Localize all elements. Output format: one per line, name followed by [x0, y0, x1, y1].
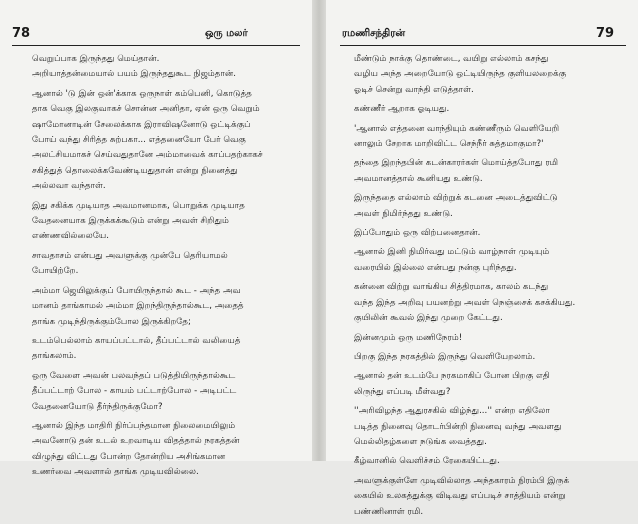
text-line: அவனோடு தன் உடல் உறவாடிய விதத்தால் நரகத்தன்	[32, 436, 240, 447]
text-line: கீழ்வானில் வெளிச்சம் ரேகையிட்டது.	[354, 456, 500, 467]
text-line: போய் வந்து சிரித்த சுற்பகா... எத்தனையோ பேர் வெகு	[32, 135, 246, 146]
paragraph	[20, 87, 303, 195]
text-line: ஆனால் இந்த மாதிரி நிர்ப்பந்தமான நிலைமையிலும்	[32, 420, 236, 431]
paragraph	[342, 280, 626, 326]
paragraph	[342, 404, 626, 450]
text-line: வரையில் இல்லை என்பது நன்கு புரிந்தது.	[354, 262, 517, 273]
text-line: சாவதாசம் என்பது அவளுக்கு முன்பே தெரியாமல்	[32, 250, 228, 261]
text-line: னாலும் சேறாக மாறிவிட்ட செந்நீர் சுத்தமாகுமா?'	[354, 139, 544, 150]
paragraph	[20, 199, 303, 245]
paragraph	[342, 191, 626, 222]
text-line: கையில் உலகத்துக்கு விடிவது எப்படிச் சாத்தியம் என்று	[354, 491, 566, 502]
text-line: தந்தை இறந்தபின் கடன்காரர்கள் மொய்த்தபோது ரமி	[354, 158, 559, 169]
text-line: வந்த இந்த அறிவு பயனற்று அவள் நெஞ்சைக் கசக்கியது.	[354, 297, 576, 308]
text-line: தாங்க முடிந்திருக்கும்போல இருக்கிறதே;	[32, 316, 191, 327]
paragraph	[342, 102, 626, 117]
text-line: பிறகு இந்த நரகத்தில் இருந்து வெளியேறலாம்.	[354, 351, 536, 362]
text-line: அறியாத்தன்மையால் பயம் இருந்ததுகூட நிஜம்தான்.	[32, 69, 236, 80]
text-line: போயிற்றே.	[32, 266, 79, 277]
text-line: இருந்ததை எல்லாம் விற்றுக் கடனை அடைத்துவிட்டு	[354, 193, 558, 204]
text-line: அலட்சியமாகச் செய்வதுதானே அம்மாவைக் காப்பதற்காகச்	[32, 150, 263, 161]
text-line: தாக வெகு இலகுவாகச் சொன்ன அனிதா, ஏன் ஒரு வெறும்	[32, 104, 260, 115]
running-title: ரமணிசந்திரன்	[342, 28, 406, 39]
text-line: அவமானத்தால் கூனியது உண்டு.	[354, 173, 483, 184]
paragraph	[20, 284, 303, 330]
text-line: ''அரிவிழந்த ஆதுரசகில் விழ்ந்து...'' என்ற எதிலோ	[354, 406, 550, 417]
text-line: படித்த நினைவு தொடர்பின்றி நினைவு வந்து அவளது	[354, 421, 562, 432]
text-line: லிருந்து எப்படி மீள்வது?	[354, 386, 451, 397]
page-body	[20, 52, 303, 485]
right-page	[326, 0, 638, 517]
text-line: இன்னமும் ஒரு மணிநேரம்!	[354, 332, 463, 343]
page-number: 79	[596, 26, 615, 41]
text-line: மெல்லிதழ்களை நடுங்க வைத்தது.	[354, 436, 487, 447]
text-line: கண்ணீர் ஆறாக ஓடியது.	[354, 104, 450, 115]
text-line: 'ஆனால் எத்தனை வாந்தியும் கண்ணீரும் வெளியேறி	[354, 123, 560, 134]
paragraph	[342, 350, 626, 365]
text-line: சகித்துத் தொலைக்கவேண்டியதுதான் என்று நினைத்து	[32, 165, 238, 176]
text-line: விழுந்து விட்டது போன்ற தோன்றிய அசிங்கமான	[32, 451, 226, 462]
text-line: மானம் தாங்காமல் அம்மா இறந்திருந்தால்கூட, அதைத்	[32, 301, 244, 312]
text-line: அல்லவா வந்தாள்.	[32, 181, 106, 192]
text-line: உணர்வை அவளால் தாங்க முடியவில்லை.	[32, 467, 199, 478]
text-line: ஷாமோனாடின் சேலைக்காக இராவிஷனோடு ஒட்டிக்குப்	[32, 119, 251, 130]
paragraph	[342, 52, 626, 98]
text-line: வேதனையாக இருக்கக்கூடும் என்று அவள் சிறிதும்	[32, 216, 229, 227]
text-line: உடம்பெல்லாம் காயப்பட்டால், தீப்பட்டால் வலியைத்	[32, 335, 241, 346]
text-line: குயிலின் கூவல் இந்து முறை கேட்டது.	[354, 313, 503, 324]
text-line: ஓடிச் சென்று வாந்தி எடுத்தாள்.	[354, 84, 474, 95]
paragraph	[342, 226, 626, 241]
text-line: வழிய அந்த அறையோடு ஒட்டியிருந்த குளியலறைக்கு	[354, 69, 567, 80]
paragraph	[20, 249, 303, 280]
text-line: அவள் நிமிர்ந்தது உண்டு.	[354, 208, 453, 219]
text-line: ஆனால் இனி நிமிர்வது மட்டும் வாழ்நாள் முடியும்	[354, 247, 550, 258]
text-line: தீப்பட்டாற் போல - காயம் பட்டாற்போல - அடிபட்ட	[32, 386, 237, 397]
text-line: எண்ணவில்லையே.	[32, 231, 109, 242]
paragraph	[342, 454, 626, 469]
text-line: கன்னை விற்று வாங்கிய சித்திரமாக, காலம் கடந்து	[354, 282, 549, 293]
paragraph	[342, 156, 626, 187]
paragraph	[342, 474, 626, 520]
text-line: அவளுக்குள்ளே முடிவில்லாத அந்தகாரம் நிரம்பி இருக்	[354, 475, 570, 486]
text-line: இப்போதும் ஒரு விற்பனைதான்.	[354, 228, 481, 239]
page-number: 78	[12, 26, 31, 41]
book-gutter	[312, 0, 326, 461]
text-line: வேதனையோடு தீர்ந்திருக்குமோ?	[32, 401, 163, 412]
paragraph	[20, 419, 303, 481]
text-line: மீண்டும் நாக்கு தொண்டை, வயிறு எல்லாம் கசந்து	[354, 54, 549, 64]
page-body	[342, 52, 626, 524]
paragraph	[20, 334, 303, 365]
text-line: இது சகிக்க முடியாத அவமானமாக, பொறுக்க முடியாத	[32, 200, 245, 211]
running-title: ஒரு மலர்	[205, 28, 248, 39]
paragraph	[20, 369, 303, 415]
paragraph	[20, 52, 303, 83]
text-line: தாங்கலாம்.	[32, 351, 77, 362]
text-line: பண்ணினாள் ரமி.	[354, 506, 424, 517]
header-rule	[340, 45, 626, 46]
text-line: ஆனால் 'டு இன் ஒன்'க்காக ஒருநாள் கம்பெனி, கொடுத்த	[32, 88, 252, 99]
text-line: வெறுப்பாக இருந்தது மெய்தான்.	[32, 54, 160, 64]
text-line: ஒரு வேளை அவன் பலவந்தப் படுத்தியிருந்தால்கூட	[32, 370, 236, 381]
paragraph	[342, 369, 626, 400]
paragraph	[342, 331, 626, 346]
header-rule	[12, 45, 300, 46]
paragraph	[342, 122, 626, 153]
text-line: ஆனால் தன் உடம்பே நரகமாகிப் போன பிறகு எதி	[354, 371, 550, 382]
paragraph	[342, 245, 626, 276]
text-line: அம்மா ஜெயிலுக்குப் போயிருந்தால் கூட - அந்த அவ	[32, 285, 241, 296]
left-page	[0, 0, 312, 478]
